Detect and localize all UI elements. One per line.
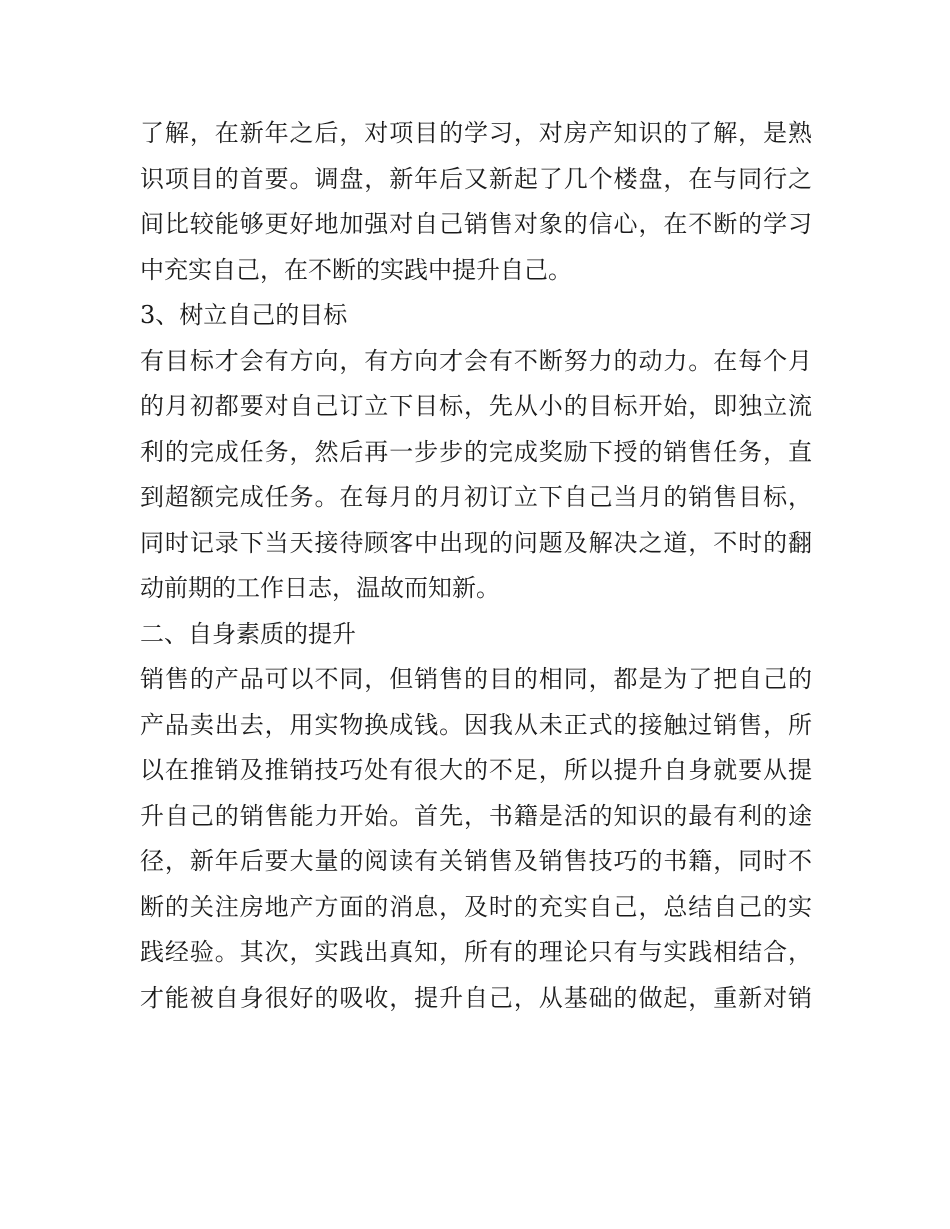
text-line: 升自己的销售能力开始。首先，书籍是活的知识的最有利的途	[140, 801, 812, 830]
text-line: 动前期的工作日志，温故而知新。	[140, 574, 500, 602]
text-line: 到超额完成任务。在每月的月初订立下自己当月的销售目标，	[140, 483, 812, 511]
text-line: 间比较能够更好地加强对自己销售对象的信心，在不断的学习	[140, 210, 812, 238]
text-line: 践经验。其次，实践出真知，所有的理论只有与实践相结合，	[140, 938, 812, 966]
text-line: 以在推销及推销技巧处有很大的不足，所以提升自身就要从提	[140, 756, 812, 784]
text-line: 销售的产品可以不同，但销售的目的相同，都是为了把自己的	[140, 665, 812, 693]
text-line: 识项目的首要。调盘，新年后又新起了几个楼盘，在与同行之	[140, 164, 812, 193]
document-page	[140, 111, 812, 1021]
text-line: 同时记录下当天接待顾客中出现的问题及解决之道，不时的翻	[140, 528, 812, 557]
text-line: 的月初都要对自己订立下目标，先从小的目标开始，即独立流	[140, 392, 812, 420]
text-line: 中充实自己，在不断的实践中提升自己。	[140, 255, 572, 284]
section-heading: 二、自身素质的提升	[140, 619, 356, 648]
text-line: 产品卖出去，用实物换成钱。因我从未正式的接触过销售，所	[140, 710, 812, 739]
text-line: 断的关注房地产方面的消息，及时的充实自己，总结自己的实	[140, 892, 812, 921]
text-line: 了解，在新年之后，对项目的学习，对房产知识的了解，是熟	[140, 119, 812, 147]
text-line: 才能被自身很好的吸收，提升自己，从基础的做起，重新对销	[140, 983, 812, 1012]
section-heading: 3、树立自己的目标	[140, 301, 348, 329]
text-line: 有目标才会有方向，有方向才会有不断努力的动力。在每个月	[140, 346, 812, 375]
text-line: 利的完成任务，然后再一步步的完成奖励下授的销售任务，直	[140, 437, 812, 466]
text-line: 径，新年后要大量的阅读有关销售及销售技巧的书籍，同时不	[140, 847, 812, 875]
